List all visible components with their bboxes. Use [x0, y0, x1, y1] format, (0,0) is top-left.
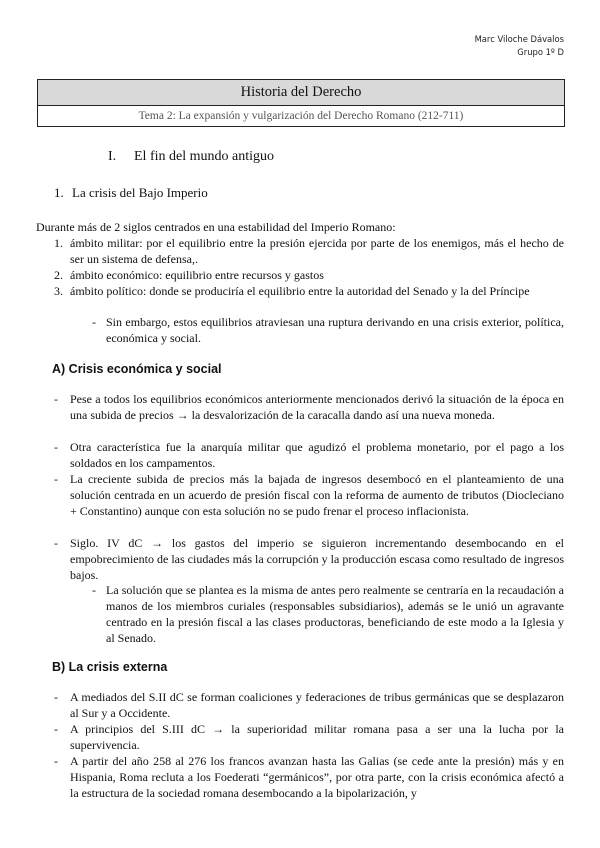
author-group: Grupo 1º D [517, 47, 564, 57]
list-item: ámbito militar: por el equilibrio entre la presión ejercida por parte de los enemigos, más el hecho de ser un sistema de defensa,. [70, 236, 564, 266]
bullet-text: A principios del S.III dC → la superioridad militar romana pasa a ser una la lucha por la supervivencia. [70, 722, 564, 752]
document-subtitle: Tema 2: La expansión y vulgarización del Derecho Romano (212-711) [138, 110, 464, 122]
list-number: 1. [54, 236, 63, 250]
bullet-dash: - [54, 690, 58, 704]
sub-bullet-dash: - [92, 315, 96, 329]
section-a-heading: A) Crisis económica y social [52, 362, 222, 376]
sub-bullet-text: Sin embargo, estos equilibrios atraviesan una ruptura derivando en una crisis exterior, política, económica y social. [106, 315, 564, 345]
bullet-text: Siglo. IV dC → los gastos del imperio se siguieron incrementando desembocando en el empobrecimiento de las ciudades más la corrupción y la producción escasa como resultado de ingresos bajos. [70, 536, 564, 582]
author-block [475, 33, 564, 59]
bullet-dash: - [54, 392, 58, 406]
list-number: 2. [54, 268, 63, 282]
bullet-dash: - [54, 440, 58, 454]
section-title: El fin del mundo antiguo [134, 149, 274, 164]
section-number: I. [108, 149, 117, 164]
bullet-dash: - [54, 754, 58, 768]
list-number: 3. [54, 284, 63, 298]
bullet-text: Otra característica fue la anarquía militar que agudizó el problema monetario, por el pago a los soldados en los campamentos. [70, 440, 564, 470]
title-box [37, 79, 565, 127]
list-item: ámbito económico: equilibrio entre recursos y gastos [70, 268, 324, 282]
bullet-text: Pese a todos los equilibrios económicos anteriormente mencionados derivó la situación de la época en una subida de precios → la desvalorización de la caracalla dando así una nueva moneda. [70, 392, 564, 422]
author-name: Marc Viloche Dávalos [474, 34, 564, 44]
section-b-heading: B) La crisis externa [52, 660, 168, 674]
bullet-text: A partir del año 258 al 276 los francos avanzan hasta las Galias (se cede ante la presión) más y en Hispania, Roma recluta a los Foederati “germánicos”, por otra parte, con la crisis económica afectó a la estructura de la sociedad romana desembocando a la bipolarización, y [70, 754, 564, 800]
intro-paragraph: Durante más de 2 siglos centrados en una estabilidad del Imperio Romano: [36, 220, 396, 234]
bullet-dash: - [54, 536, 58, 550]
subsection-title: La crisis del Bajo Imperio [72, 185, 208, 200]
bullet-dash: - [54, 472, 58, 486]
bullet-dash: - [54, 722, 58, 736]
document-title: Historia del Derecho [38, 80, 564, 106]
sub-bullet-dash: - [92, 583, 96, 597]
bullet-text: A mediados del S.II dC se forman coaliciones y federaciones de tribus germánicas que se desplazaron al Sur y a Occidente. [70, 690, 564, 720]
bullet-text: La creciente subida de precios más la bajada de ingresos desembocó en el planteamiento de una solución centrada en un acuerdo de presión fiscal con la reforma de aumento de tributos (Diocleciano + Constantino) aunque con esta solución no se pudo frenar el proceso inflacionista. [70, 472, 564, 518]
subsection-number: 1. [54, 185, 64, 200]
list-item: ámbito político: donde se produciría el equilibrio entre la autoridad del Senado y la del Príncipe [70, 284, 530, 298]
sub-bullet-text: La solución que se plantea es la misma de antes pero realmente se centraría en la recaudación a manos de los miembros curiales (responsables subsidiarios), además se le unió un agravante centrado en la presión fiscal a las clases productoras, beneficiando de este modo a la Iglesia y al Senado. [106, 583, 564, 645]
